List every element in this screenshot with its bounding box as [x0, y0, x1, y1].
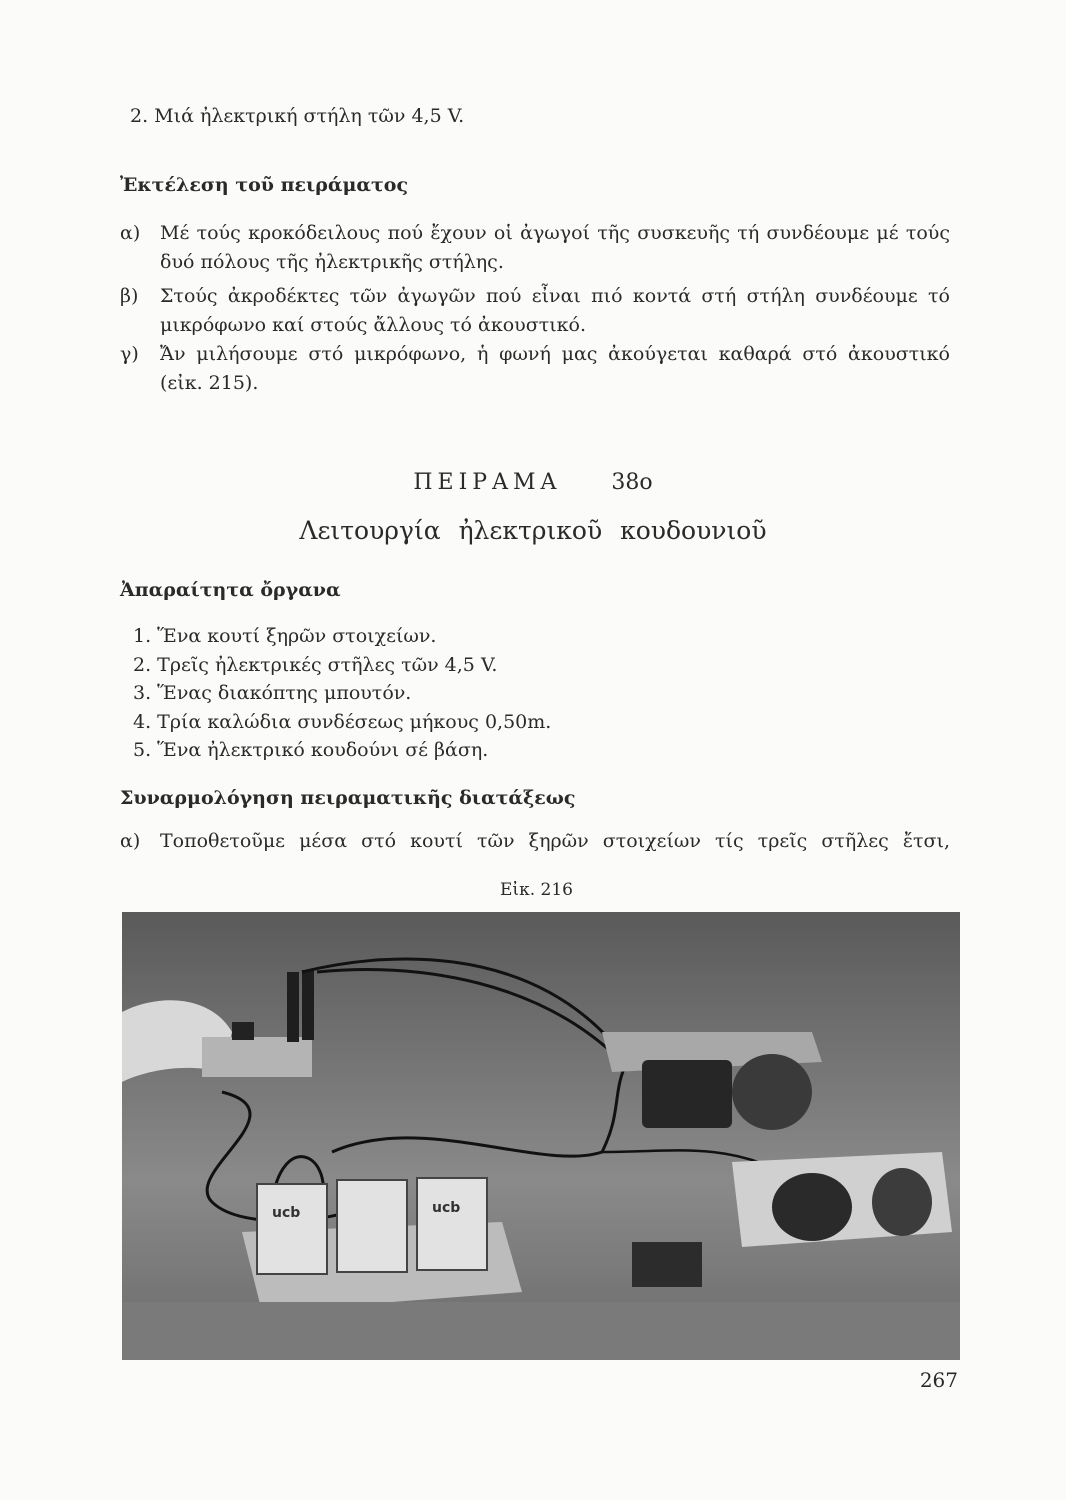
- list-item: 3. Ἕνας διακόπτης μπουτόν.: [133, 682, 412, 704]
- procedure-step: [120, 219, 950, 277]
- experiment-number: 38ο: [611, 470, 653, 495]
- experiment-header: [0, 470, 1066, 495]
- list-item: 1. Ἕνα κουτί ξηρῶν στοιχείων.: [133, 625, 437, 647]
- experiment-label: ΠΕΙΡΑΜΑ: [413, 470, 562, 495]
- step-text: Ἄν μιλήσουμε στό μικρόφωνο, ἡ φωνή μας ἀκούγεται καθαρά στό ἀκουστικό (εἰκ. 215).: [160, 343, 950, 394]
- assembly-step: [120, 827, 950, 856]
- step-label: γ): [120, 343, 139, 365]
- step-text: Τοποθετοῦμε μέσα στό κουτί τῶν ξηρῶν στοιχείων τίς τρεῖς στῆλες ἔτσι,: [160, 830, 950, 852]
- step-text: Στούς ἀκροδέκτες τῶν ἀγωγῶν πού εἶναι πιό κοντά στή στήλη συνδέουμε τό μικρόφωνο καί στούς ἄλλους τό ἀκουστικό.: [160, 285, 950, 336]
- assembly-heading: Συναρμολόγηση πειραματικῆς διατάξεως: [120, 787, 576, 809]
- list-item: 2. Τρεῖς ἠλεκτρικές στῆλες τῶν 4,5 V.: [133, 653, 498, 676]
- battery-brand-label: ucb: [272, 1205, 301, 1221]
- experiment-title: Λειτουργία ἠλεκτρικοῦ κουδουνιοῦ: [299, 516, 767, 545]
- battery-brand-label: ucb: [432, 1200, 461, 1216]
- electric-bell-apparatus-icon: [122, 912, 960, 1360]
- procedure-step: [120, 340, 950, 398]
- list-item: 4. Τρία καλώδια συνδέσεως μήκους 0,50m.: [133, 710, 552, 733]
- list-item: 5. Ἕνα ἠλεκτρικό κουδούνι σέ βάση.: [133, 739, 489, 761]
- instruments-list: [133, 622, 551, 765]
- step-label: α): [120, 222, 141, 244]
- step-text: Μέ τούς κροκόδειλους πού ἔχουν οἱ ἀγωγοί τῆς συσκευῆς τή συνδέουμε μέ τούς δυό πόλους τῆς ἠλεκτρικῆς στήλης.: [160, 222, 950, 273]
- step-label: β): [120, 285, 139, 307]
- figure-caption: Εἰκ. 216: [500, 880, 573, 900]
- page-number: 267: [919, 1368, 958, 1392]
- figure-photo: [122, 912, 960, 1360]
- procedure-step: [120, 282, 950, 340]
- instruments-heading: Ἀπαραίτητα ὄργανα: [120, 579, 341, 601]
- intro-list-item: 2. Μιά ἠλεκτρική στήλη τῶν 4,5 V.: [130, 105, 465, 127]
- step-label: α): [120, 830, 141, 852]
- procedure-heading: Ἐκτέλεση τοῦ πειράματος: [120, 174, 409, 196]
